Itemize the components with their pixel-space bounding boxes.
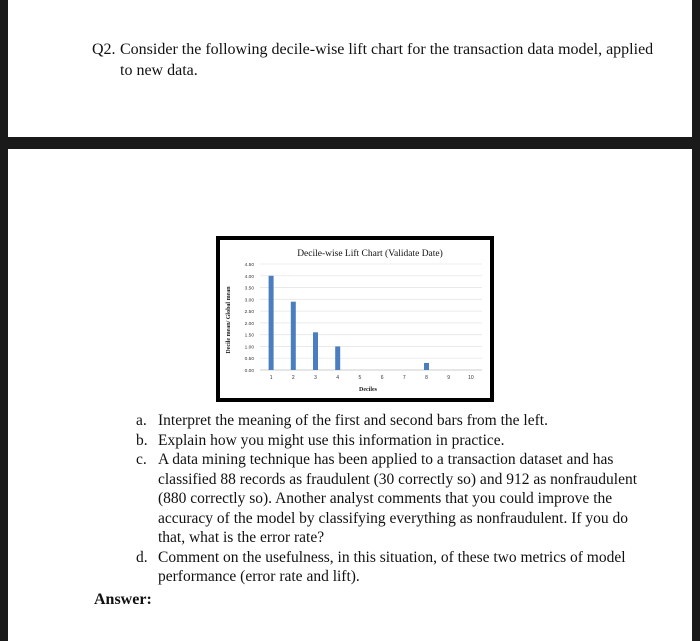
list-item xyxy=(136,431,656,451)
y-tick-label: 0.00 xyxy=(244,369,254,374)
list-item xyxy=(136,450,656,548)
x-tick-label: 1 xyxy=(269,375,273,381)
y-tick-labels xyxy=(245,262,255,374)
answer-label: Answer: xyxy=(94,591,152,608)
chart-title: Decile-wise Lift Chart (Validate Date) xyxy=(297,249,443,259)
chart-bar-decile-4 xyxy=(335,346,340,370)
item-marker: d. xyxy=(136,548,148,566)
y-tick-label: 2.00 xyxy=(244,321,254,327)
list-item xyxy=(136,411,656,431)
x-tick-labels xyxy=(270,375,474,381)
item-marker: c. xyxy=(136,451,147,468)
item-text: Comment on the usefulness, in this situation, of these two metrics of model performance (error rate and lift). xyxy=(158,548,626,585)
item-text: Explain how you might use this information in practice. xyxy=(158,431,505,449)
x-tick-label: 10 xyxy=(468,375,474,381)
item-marker: a. xyxy=(136,412,147,429)
x-tick-label: 4 xyxy=(336,375,340,381)
x-axis-label: Deciles xyxy=(359,387,377,393)
y-tick-label: 3.00 xyxy=(244,298,254,304)
sub-questions xyxy=(136,411,656,587)
x-tick-label: 9 xyxy=(447,375,451,381)
chart-bar-decile-3 xyxy=(313,332,318,370)
x-tick-label: 6 xyxy=(380,375,384,381)
lift-chart xyxy=(216,236,494,402)
y-tick-label: 3.50 xyxy=(244,286,254,292)
y-tick-label: 4.00 xyxy=(244,274,254,280)
question-number: Q2. xyxy=(92,41,116,58)
y-tick-label: 0.50 xyxy=(244,357,254,363)
chart-bar-decile-2 xyxy=(291,302,296,370)
y-tick-label: 4.50 xyxy=(244,263,254,268)
chart-bar-decile-1 xyxy=(269,276,274,370)
right-border xyxy=(692,0,700,641)
section-divider xyxy=(0,137,700,149)
x-tick-label: 8 xyxy=(425,375,428,381)
item-text: A data mining technique has been applied to a transaction dataset and has classified 88 records as fraudulent (30 correctly so) and 912 as nonfraudulent (880 correctly so). Another analyst comments that you could improve the accuracy of the model by classifying everything as nonfraudulent. If you do that, what is the error rate? xyxy=(158,451,638,546)
x-tick-label: 7 xyxy=(402,375,406,381)
y-tick-label: 2.50 xyxy=(244,310,254,316)
y-axis-label: Decile mean/ Global mean xyxy=(226,286,232,354)
item-marker: b. xyxy=(136,431,148,449)
lift-chart-svg xyxy=(220,240,490,398)
question-block xyxy=(92,39,662,81)
y-tick-label: 1.00 xyxy=(244,345,254,351)
chart-bar-decile-8 xyxy=(424,363,429,370)
item-text: Interpret the meaning of the first and second bars from the left. xyxy=(158,412,548,429)
question-text: Consider the following decile-wise lift chart for the transaction data model, applied to new data. xyxy=(120,41,654,79)
left-border xyxy=(0,0,8,641)
y-tick-label: 1.50 xyxy=(244,333,254,339)
list-item xyxy=(136,548,656,587)
x-tick-label: 3 xyxy=(314,375,317,381)
x-tick-label: 5 xyxy=(358,375,362,381)
x-tick-label: 2 xyxy=(291,375,295,381)
